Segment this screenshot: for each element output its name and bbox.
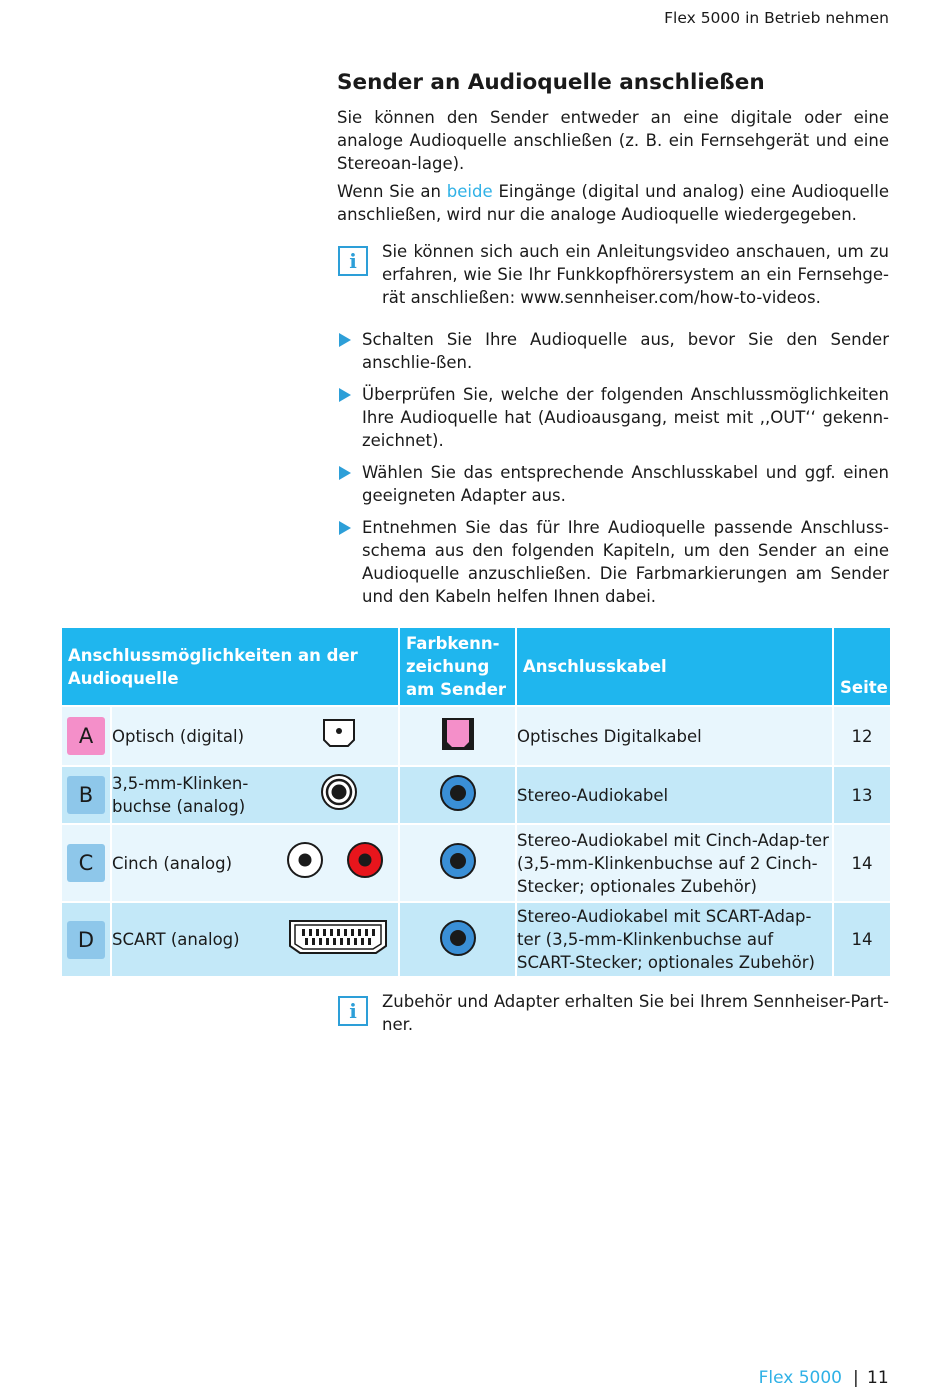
row-letter-badge: C [67, 844, 105, 882]
intro-block [337, 106, 889, 226]
rca-sockets-icon [286, 841, 384, 885]
cable-cell: Optisches Digitalkabel [516, 706, 833, 766]
cable-cell: Stereo-Audiokabel mit SCART-Adap-ter (3,5-mm-Klinkenbuchse auf SCART-Stecker; optionales Zubehör) [516, 902, 833, 977]
header-marker: Farbkenn-zeichung am Sender [399, 627, 516, 706]
step-item [337, 383, 889, 452]
info-icon: i [338, 246, 368, 276]
arrow-icon [339, 388, 351, 402]
row-letter-badge: B [67, 776, 105, 814]
arrow-icon [339, 333, 351, 347]
scart-port-icon [288, 918, 388, 962]
blue-socket-icon [439, 865, 477, 884]
row-letter-badge: D [67, 921, 105, 959]
table-row [61, 902, 891, 977]
row-letter-badge: A [67, 717, 105, 755]
letter-cell [61, 824, 111, 902]
step-item [337, 461, 889, 507]
table-row [61, 706, 891, 766]
marker-cell [399, 706, 516, 766]
page-cell: 13 [833, 766, 891, 824]
both-inputs-paragraph [337, 180, 889, 226]
both-note-before: Wenn Sie an [337, 182, 447, 201]
step-item [337, 516, 889, 608]
step-text: Überprüfen Sie, welche der folgenden Anschlussmöglichkeiten Ihre Audioquelle hat (Audioausgang, meist mit ,,OUT‘‘ gekenn-zeichnet). [362, 385, 889, 450]
step-text: Schalten Sie Ihre Audioquelle aus, bevor Sie den Sender anschlie-ßen. [362, 330, 889, 372]
source-cell [111, 902, 399, 977]
source-cell [111, 824, 399, 902]
marker-cell [399, 824, 516, 902]
source-cell [111, 766, 399, 824]
running-head: Flex 5000 in Betrieb nehmen [664, 9, 889, 27]
letter-cell [61, 766, 111, 824]
step-text: Entnehmen Sie das für Ihre Audioquelle passende Anschluss-schema aus den folgenden Kapiteln, um den Sender an eine Audioquelle anzuschließen. Die Farbmarkierungen am Sender und den Kabeln helfen Ihnen dabei. [362, 518, 889, 606]
jack-socket-icon [320, 773, 358, 817]
arrow-icon [339, 521, 351, 535]
table-row [61, 766, 891, 824]
page-cell: 14 [833, 902, 891, 977]
accessories-info-text: Zubehör und Adapter erhalten Sie bei Ihrem Sennheiser-Part-ner. [382, 992, 889, 1034]
step-item [337, 328, 889, 374]
table-header-row [61, 627, 891, 706]
letter-cell [61, 706, 111, 766]
page-cell: 14 [833, 824, 891, 902]
table-row [61, 824, 891, 902]
both-note-after: Eingänge (digital und analog) eine Audioquelle anschließen, wird nur die analoge Audioquelle wiedergegeben. [337, 182, 889, 224]
intro-paragraph: Sie können den Sender entweder an eine digitale oder eine analoge Audioquelle anschließen (z. B. ein Fernsehgerät und eine Stereoan-lage). [337, 108, 889, 173]
step-text: Wählen Sie das entsprechende Anschlusskabel und ggf. einen geeigneten Adapter aus. [362, 463, 889, 505]
connection-table [60, 626, 892, 978]
arrow-icon [339, 466, 351, 480]
cable-cell: Stereo-Audiokabel [516, 766, 833, 824]
blue-socket-icon [439, 942, 477, 961]
both-note-highlight[interactable]: beide [446, 182, 493, 201]
source-label: 3,5-mm-Klinken-buchse (analog) [112, 774, 249, 816]
header-page: Seite [833, 627, 891, 706]
marker-cell [399, 902, 516, 977]
source-label: Optisch (digital) [112, 726, 245, 746]
video-info-text: Sie können sich auch ein Anleitungsvideo anschauen, um zu erfahren, wie Sie Ihr Funkkopfhörersystem an ein Fernsehge-rät anschließen: www.sennheiser.com/how-to-videos. [382, 242, 889, 307]
optical-port-icon [320, 716, 358, 756]
footer-product-name: Flex 5000 [758, 1368, 842, 1388]
section-title: Sender an Audioquelle anschließen [337, 70, 765, 95]
footer-separator: | [853, 1368, 859, 1388]
blue-socket-icon [439, 797, 477, 816]
cable-cell: Stereo-Audiokabel mit Cinch-Adap-ter (3,5-mm-Klinkenbuchse auf 2 Cinch-Stecker; optionales Zubehör) [516, 824, 833, 902]
source-label: Cinch (analog) [112, 853, 233, 873]
source-cell [111, 706, 399, 766]
source-label: SCART (analog) [112, 930, 240, 949]
header-source: Anschlussmöglichkeiten an der Audioquelle [61, 627, 399, 706]
header-cable: Anschlusskabel [516, 627, 833, 706]
page-number: 11 [867, 1368, 889, 1388]
info-icon: i [338, 996, 368, 1026]
optical-marker-icon [440, 737, 476, 756]
page-cell: 12 [833, 706, 891, 766]
letter-cell [61, 902, 111, 977]
marker-cell [399, 766, 516, 824]
